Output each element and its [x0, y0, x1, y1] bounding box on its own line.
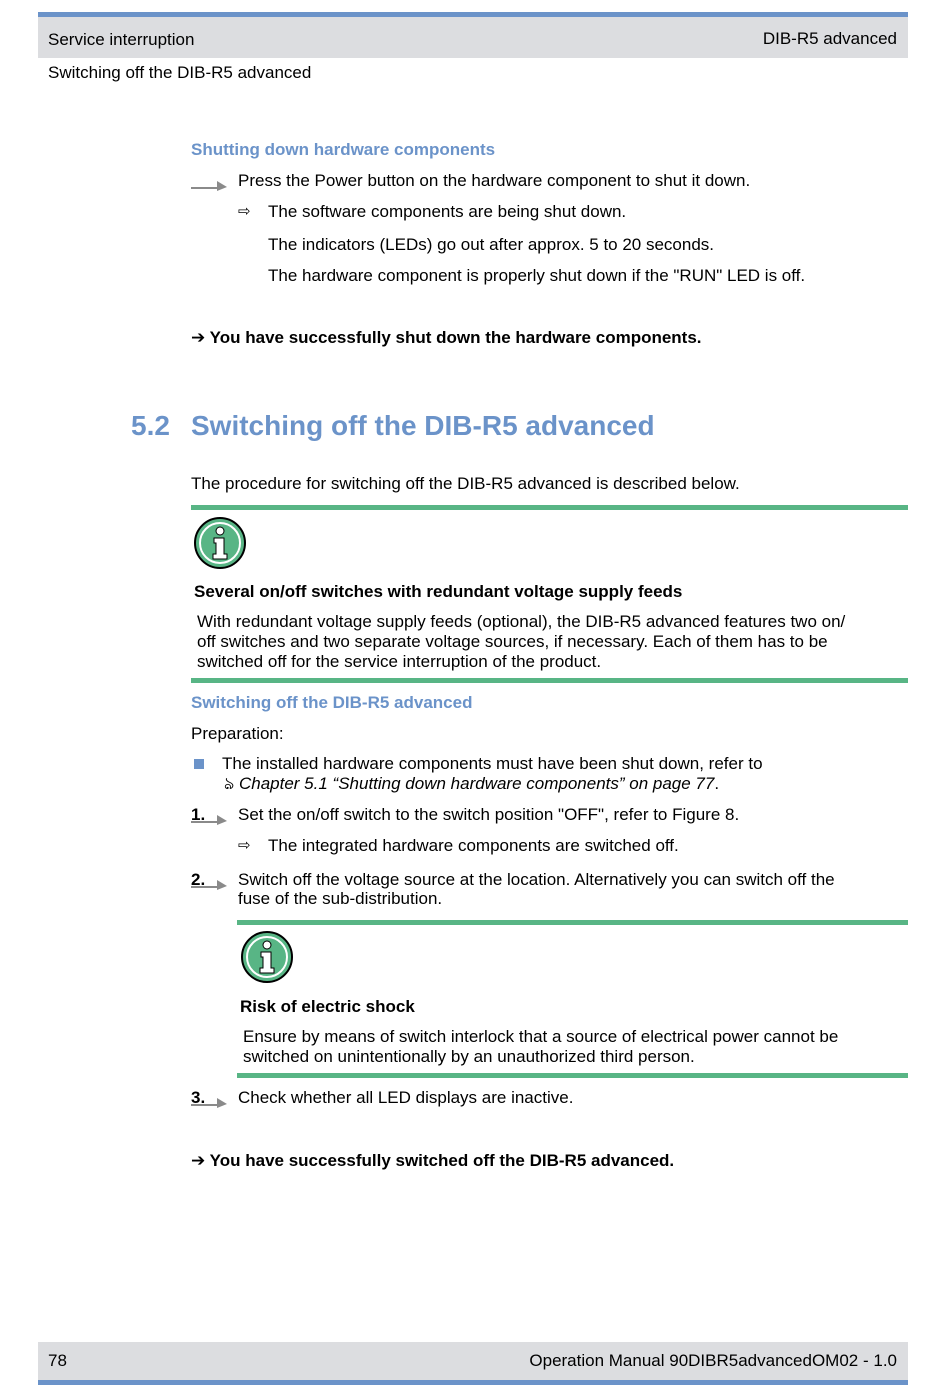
- prep-item-line-1: The installed hardware components must have been shut down, refer to: [222, 754, 763, 773]
- header-section-title: Service interruption: [48, 30, 195, 49]
- manual-identifier: Operation Manual 90DIBR5advancedOM02 - 1.0: [529, 1351, 897, 1370]
- shutdown-action-text: Press the Power button on the hardware component to shut it down.: [238, 171, 751, 190]
- chapter-title: Switching off the DIB-R5 advanced: [191, 410, 655, 441]
- info-icon: [240, 930, 294, 984]
- notice-top-rule: [237, 920, 908, 925]
- page-header: [38, 12, 908, 58]
- prep-item-reference[interactable]: [224, 774, 719, 794]
- notice-title: Several on/off switches with redundant voltage supply feeds: [194, 582, 683, 601]
- action-arrow-icon: [191, 178, 227, 192]
- chapter-intro: The procedure for switching off the DIB-R5 advanced is described below.: [191, 474, 740, 493]
- step-result: The integrated hardware components are switched off.: [268, 836, 679, 855]
- page-footer: [38, 1342, 908, 1385]
- notice-line-1: Ensure by means of switch interlock that a source of electrical power cannot be: [243, 1027, 839, 1046]
- success-arrow-icon: ➔: [191, 1151, 206, 1170]
- notice-bottom-rule: [191, 678, 908, 683]
- header-subsection: Switching off the DIB-R5 advanced: [48, 63, 312, 82]
- notice-line-2: switched on unintentionally by an unauthorized third person.: [243, 1047, 695, 1066]
- shutdown-heading: Shutting down hardware components: [191, 140, 496, 159]
- chapter-reference-link[interactable]: Chapter 5.1 “Shutting down hardware components” on page 77: [238, 774, 715, 793]
- link-hand-icon: ঌ: [224, 774, 235, 793]
- result-arrow-icon: ⇨: [238, 203, 251, 220]
- step-number: 2.: [191, 870, 206, 889]
- step-number: 1.: [191, 805, 206, 824]
- notice-title: Risk of electric shock: [240, 997, 415, 1016]
- notice-bottom-rule: [237, 1073, 908, 1078]
- action-arrow-icon: [191, 877, 227, 891]
- success-arrow-icon: ➔: [191, 328, 206, 347]
- shutdown-result-1: The software components are being shut down.: [268, 202, 627, 221]
- shutdown-success-text: You have successfully shut down the hardware components.: [209, 328, 702, 347]
- header-product-name: DIB-R5 advanced: [762, 29, 897, 48]
- step-text-continued: fuse of the sub-distribution.: [238, 889, 443, 908]
- shutdown-result-3: The hardware component is properly shut down if the "RUN" LED is off.: [268, 266, 806, 285]
- procedure-success-text: You have successfully switched off the DIB-R5 advanced.: [209, 1151, 675, 1170]
- bullet-square-icon: [194, 759, 204, 769]
- step-text: Set the on/off switch to the switch position "OFF", refer to Figure 8.: [238, 805, 740, 824]
- chapter-number: 5.2: [131, 410, 170, 441]
- notice-top-rule: [191, 505, 908, 510]
- step-text: Switch off the voltage source at the location. Alternatively you can switch off the: [238, 870, 835, 889]
- notice-line-2: off switches and two separate voltage sources, if necessary. Each of them has to be: [197, 632, 828, 651]
- procedure-heading: Switching off the DIB-R5 advanced: [191, 693, 473, 712]
- step-text: Check whether all LED displays are inactive.: [238, 1088, 574, 1107]
- shutdown-success: [191, 328, 702, 348]
- action-arrow-icon: [191, 812, 227, 826]
- shutdown-result-2: The indicators (LEDs) go out after approx. 5 to 20 seconds.: [268, 235, 715, 254]
- action-arrow-icon: [191, 1095, 227, 1109]
- step-number: 3.: [191, 1088, 206, 1107]
- notice-line-3: switched off for the service interruption of the product.: [197, 652, 602, 671]
- info-icon: [193, 516, 247, 570]
- preparation-label: Preparation:: [191, 724, 284, 743]
- prep-item-period: .: [714, 774, 720, 793]
- page-number: 78: [48, 1351, 67, 1370]
- result-arrow-icon: ⇨: [238, 837, 251, 854]
- procedure-success: [191, 1151, 674, 1171]
- notice-line-1: With redundant voltage supply feeds (optional), the DIB-R5 advanced features two on/: [197, 612, 846, 631]
